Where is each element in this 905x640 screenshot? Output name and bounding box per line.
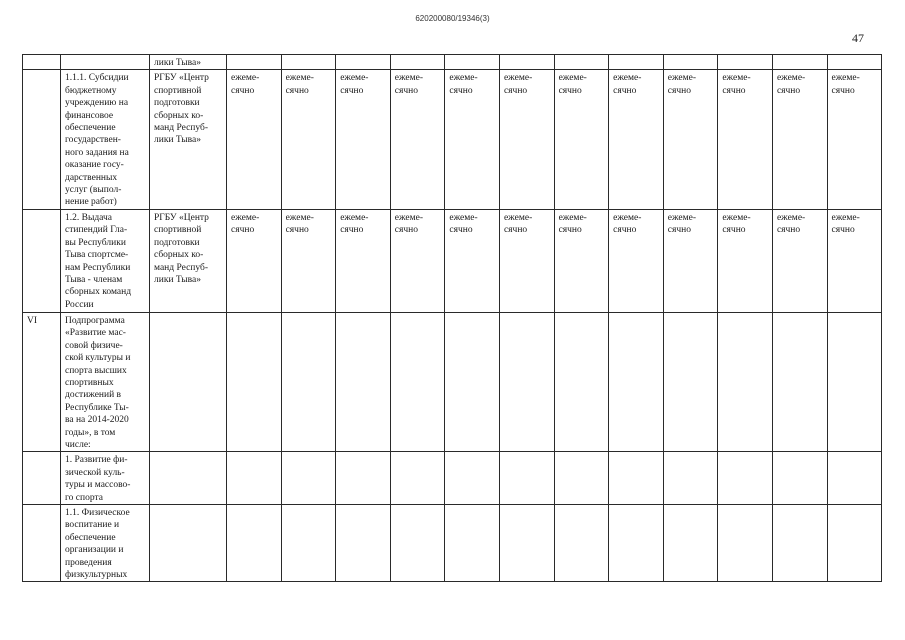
month-cell (554, 55, 609, 70)
month-cell (445, 504, 500, 581)
month-cell (445, 55, 500, 70)
month-cell (827, 452, 882, 505)
page-number: 47 (852, 31, 864, 45)
month-cell (390, 55, 445, 70)
activity-name-cell: 1.1. Физическое воспитание и обеспечение организации и проведения физкультурных (61, 504, 150, 581)
month-cell: ежеме- сячно (445, 209, 500, 312)
month-cell: ежеме- сячно (663, 209, 718, 312)
month-cell (663, 55, 718, 70)
table-row (23, 312, 882, 451)
month-cell: ежеме- сячно (227, 70, 282, 209)
executor-cell (150, 504, 227, 581)
month-cell (281, 312, 336, 451)
executor-cell (150, 452, 227, 505)
month-cell (772, 312, 827, 451)
executor-cell: РГБУ «Центр спортивной подготовки сборных ко- манд Респуб- лики Тыва» (150, 209, 227, 312)
month-cell (281, 452, 336, 505)
month-cell (227, 504, 282, 581)
month-cell (390, 504, 445, 581)
activity-name-cell: Подпрограмма «Развитие мас- совой физиче- ской культуры и спорта высших спортивных достижений в Республике Ты- ва на 2014-2020 годы», в том числе: (61, 312, 150, 451)
month-cell (663, 312, 718, 451)
month-cell: ежеме- сячно (281, 70, 336, 209)
month-cell (609, 504, 664, 581)
row-number-cell: VI (23, 312, 61, 451)
month-cell: ежеме- сячно (281, 209, 336, 312)
activity-name-cell (61, 55, 150, 70)
month-cell: ежеме- сячно (772, 70, 827, 209)
activity-name-cell: 1.1.1. Субсидии бюджетному учреждению на финансовое обеспечение государствен- ного задания на оказание госу- дарственных услуг (выпол- нение работ) (61, 70, 150, 209)
month-cell: ежеме- сячно (772, 209, 827, 312)
table-row (23, 452, 882, 505)
month-cell (827, 55, 882, 70)
month-cell (445, 312, 500, 451)
executor-cell (150, 312, 227, 451)
month-cell: ежеме- сячно (390, 70, 445, 209)
month-cell (499, 504, 554, 581)
month-cell (718, 55, 773, 70)
month-cell (336, 504, 391, 581)
month-cell (336, 452, 391, 505)
row-number-cell (23, 55, 61, 70)
month-cell (281, 55, 336, 70)
month-cell (554, 452, 609, 505)
month-cell (499, 55, 554, 70)
month-cell (609, 452, 664, 505)
schedule-table (22, 54, 882, 582)
month-cell (554, 312, 609, 451)
table-row (23, 70, 882, 209)
month-cell (499, 312, 554, 451)
activity-name-cell: 1. Развитие фи- зической куль- туры и массово- го спорта (61, 452, 150, 505)
month-cell (336, 312, 391, 451)
month-cell: ежеме- сячно (827, 209, 882, 312)
executor-cell: РГБУ «Центр спортивной подготовки сборных ко- манд Респуб- лики Тыва» (150, 70, 227, 209)
month-cell: ежеме- сячно (227, 209, 282, 312)
month-cell: ежеме- сячно (663, 70, 718, 209)
month-cell (827, 504, 882, 581)
row-number-cell (23, 504, 61, 581)
month-cell (772, 504, 827, 581)
month-cell: ежеме- сячно (499, 209, 554, 312)
table-row (23, 504, 882, 581)
month-cell: ежеме- сячно (609, 70, 664, 209)
month-cell: ежеме- сячно (336, 70, 391, 209)
month-cell (772, 55, 827, 70)
month-cell: ежеме- сячно (718, 209, 773, 312)
month-cell (390, 312, 445, 451)
month-cell: ежеме- сячно (445, 70, 500, 209)
executor-cell: лики Тыва» (150, 55, 227, 70)
document-code: 620200080/19346(3) (415, 14, 490, 23)
month-cell: ежеме- сячно (336, 209, 391, 312)
month-cell: ежеме- сячно (390, 209, 445, 312)
month-cell (554, 504, 609, 581)
row-number-cell (23, 209, 61, 312)
month-cell (499, 452, 554, 505)
month-cell (663, 452, 718, 505)
month-cell (663, 504, 718, 581)
month-cell (609, 312, 664, 451)
month-cell (281, 504, 336, 581)
month-cell: ежеме- сячно (499, 70, 554, 209)
month-cell: ежеме- сячно (718, 70, 773, 209)
month-cell: ежеме- сячно (554, 209, 609, 312)
activity-name-cell: 1.2. Выдача стипендий Гла- вы Республики Тыва спортсме- нам Республики Тыва - членам сборных команд России (61, 209, 150, 312)
table-row (23, 209, 882, 312)
month-cell: ежеме- сячно (554, 70, 609, 209)
month-cell (827, 312, 882, 451)
month-cell (445, 452, 500, 505)
month-cell (718, 312, 773, 451)
month-cell (227, 55, 282, 70)
month-cell: ежеме- сячно (609, 209, 664, 312)
month-cell (336, 55, 391, 70)
month-cell (227, 452, 282, 505)
month-cell (390, 452, 445, 505)
month-cell (227, 312, 282, 451)
table-row (23, 55, 882, 70)
month-cell (718, 452, 773, 505)
month-cell (772, 452, 827, 505)
month-cell (609, 55, 664, 70)
month-cell (718, 504, 773, 581)
month-cell: ежеме- сячно (827, 70, 882, 209)
row-number-cell (23, 452, 61, 505)
row-number-cell (23, 70, 61, 209)
